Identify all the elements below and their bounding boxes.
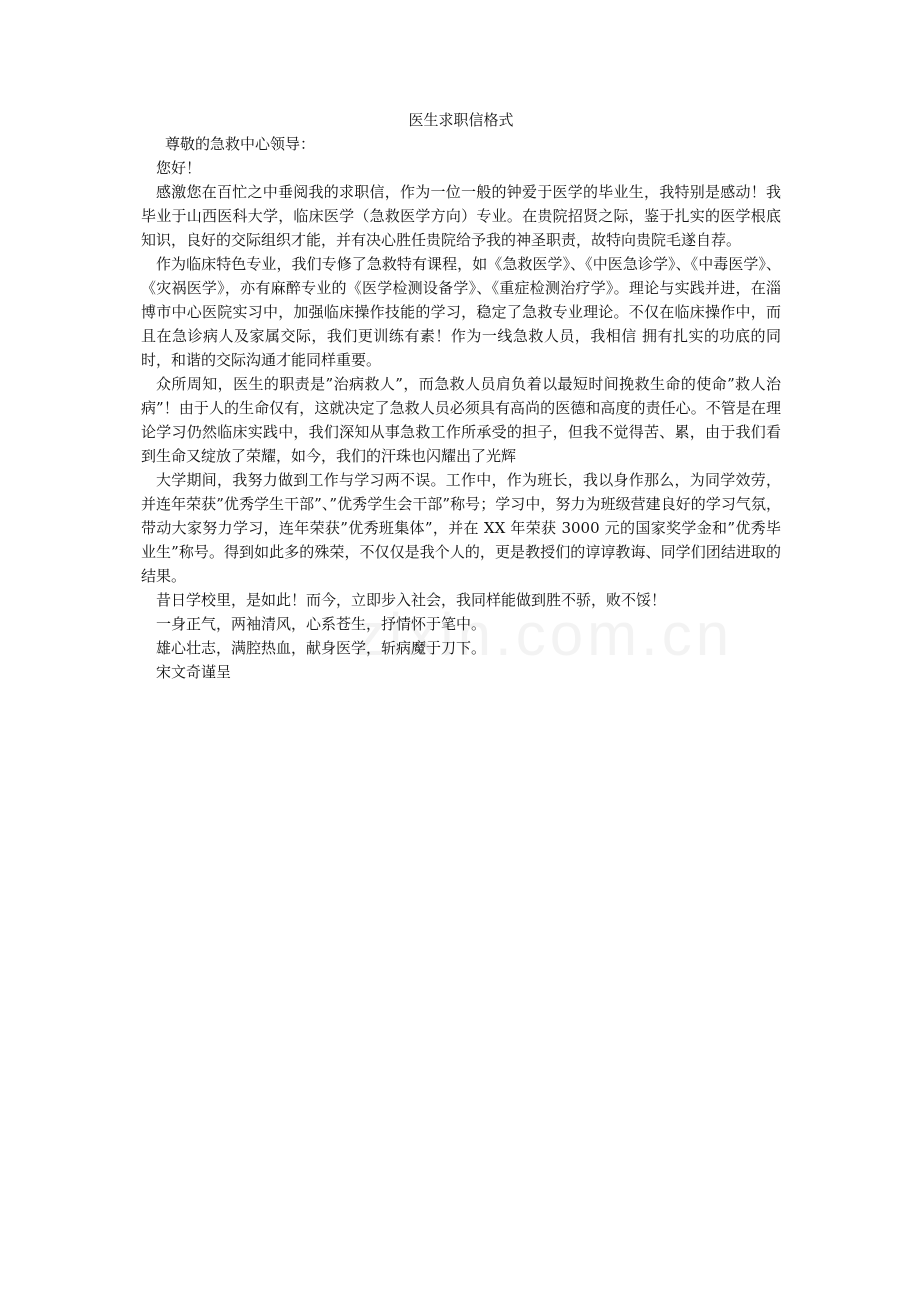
paragraph-motto-1: 一身正气，两袖清风，心系苍生，抒情怀于笔中。 (156, 615, 487, 633)
paragraph-duty: 众所周知，医生的职责是”治病救人”，而急救人员肩负着以最短时间挽救生命的使命”救人治病”！由于人的生命仅有，这就决定了急救人员必须具有高尚的医德和高度的责任心。不管是在理论学习仍然临床实践中，我们深知从事急救工作所承受的担子，但我不觉得苦、累，由于我们看到生命又绽放了荣耀，如今，我们的汗珠也闪耀出了光辉 (141, 375, 781, 465)
paragraph-courses: 作为临床特色专业，我们专修了急救特有课程，如《急救医学》、《中医急诊学》、《中毒医学》、《灾祸医学》，亦有麻醉专业的《医学检测设备学》、《重症检测治疗学》。理论与实践并进，在淄博市中心医院实习中，加强临床操作技能的学习，稳定了急救专业理论。不仅在临床操作中，而且在急诊病人及家属交际，我们更训练有素！作为一线急救人员，我相信 拥有扎实的功底的同时，和谐的交际沟通才能同样重要。 (141, 255, 781, 369)
paragraph-intro: 感激您在百忙之中垂阅我的求职信，作为一位一般的钟爱于医学的毕业生，我特别是感动！我毕业于山西医科大学，临床医学（急救医学方向）专业。在贵院招贤之际，鉴于扎实的医学根底知识，良好的交际组织才能，并有决心胜任贵院给予我的神圣职责，故特向贵院毛遂自荐。 (141, 183, 781, 249)
paragraph-motto-2: 雄心壮志，满腔热血，献身医学，斩病魔于刀下。 (156, 639, 487, 657)
watermark (355, 600, 733, 669)
paragraph-university: 大学期间，我努力做到工作与学习两不误。工作中，作为班长，我以身作那么，为同学效劳，并连年荣获”优秀学生干部”、”优秀学生会干部”称号；学习中，努力为班级营建良好的学习气氛，带动大家努力学习，连年荣获”优秀班集体”，并在 XX 年荣获 3000 元的国家奖学金和”优秀毕业生”称号。得到如此多的殊荣，不仅仅是我个人的，更是教授们的谆谆教诲、同学们团结进取的结果。 (141, 471, 781, 585)
paragraph-greeting: 您好！ (156, 159, 202, 177)
paragraph-future: 昔日学校里，是如此！而今，立即步入社会，我同样能做到胜不骄，败不馁！ (156, 591, 667, 609)
signature: 宋文奇谨呈 (156, 663, 232, 681)
letter-body (141, 108, 781, 684)
salutation: 尊敬的急救中心领导： (165, 135, 316, 153)
page-title: 医生求职信格式 (408, 111, 514, 129)
